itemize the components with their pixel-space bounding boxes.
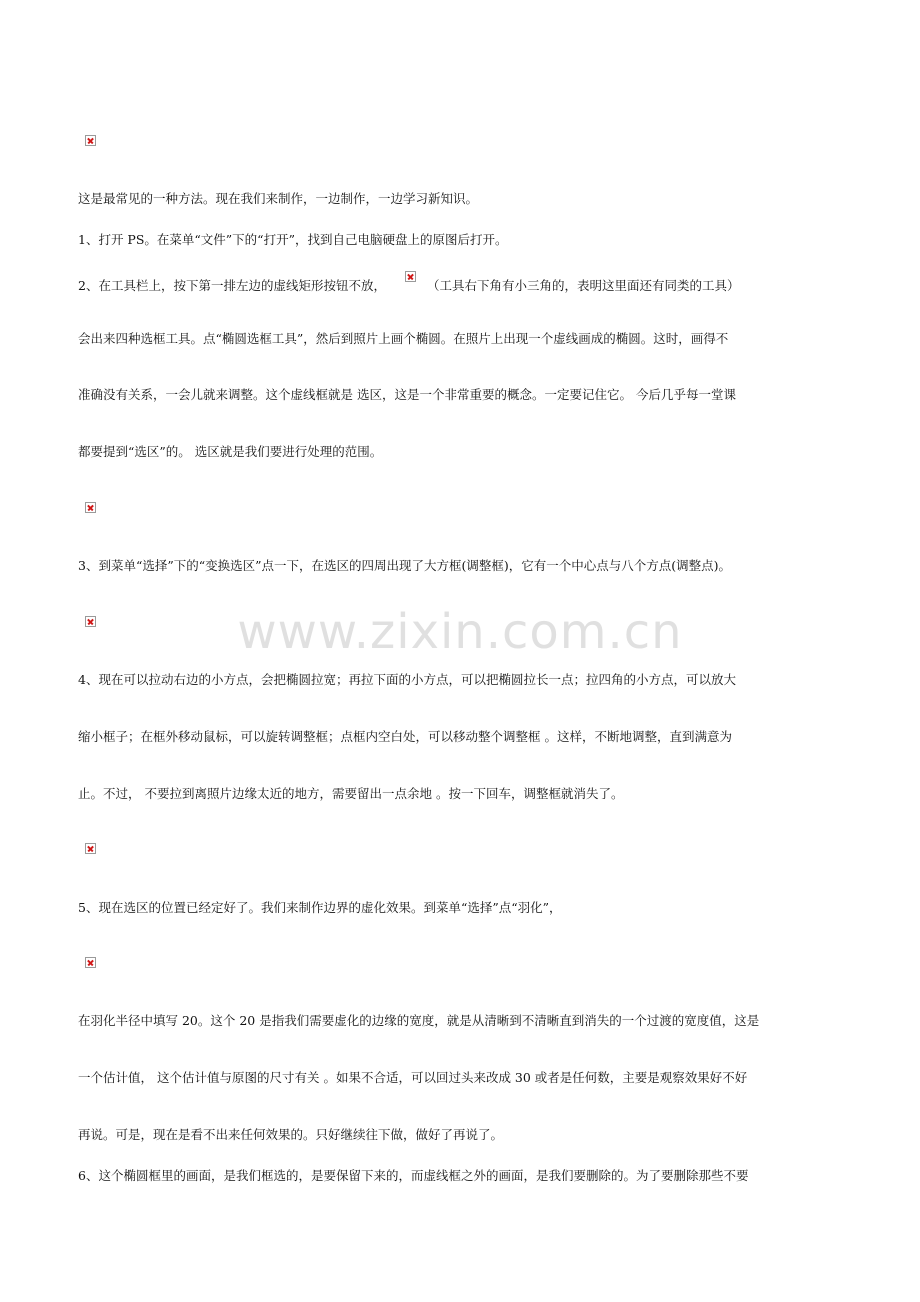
paragraph-line: 2、在工具栏上，按下第一排左边的虚线矩形按钮不放， — [78, 278, 386, 293]
paragraph-line: 6、这个椭圆框里的画面，是我们框选的，是要保留下来的，而虚线框之外的画面，是我们要删除的。为了要删除那些不要 — [78, 1168, 749, 1183]
paragraph-line: 4、现在可以拉动右边的小方点，会把椭圆拉宽；再拉下面的小方点，可以把椭圆拉长一点；拉四角的小方点，可以放大 — [78, 672, 736, 687]
paragraph-line: 都要提到“选区”的。 选区就是我们要进行处理的范围。 — [78, 444, 383, 459]
paragraph-line: 一个估计值， 这个估计值与原图的尺寸有关 。如果不合适，可以回过头来改成 30 或者是任何数，主要是观察效果好不好 — [78, 1070, 748, 1085]
paragraph-line: 3、到菜单“选择”下的“变换选区”点一下，在选区的四周出现了大方框(调整框)，它有一个中心点与八个方点(调整点)。 — [78, 558, 732, 573]
broken-image-icon — [85, 957, 96, 968]
broken-image-icon — [85, 502, 96, 513]
paragraph-line: 在羽化半径中填写 20。这个 20 是指我们需要虚化的边缘的宽度，就是从清晰到不清晰直到消失的一个过渡的宽度值，这是 — [78, 1013, 760, 1028]
paragraph-line: 5、现在选区的位置已经定好了。我们来制作边界的虚化效果。到菜单“选择”点“羽化”， — [78, 900, 562, 915]
paragraph-line: 止。不过， 不要拉到离照片边缘太近的地方，需要留出一点余地 。按一下回车，调整框就消失了。 — [78, 786, 624, 801]
paragraph-line: 准确没有关系，一会儿就来调整。这个虚线框就是 选区，这是一个非常重要的概念。一定要记住它。 今后几乎每一堂课 — [78, 387, 736, 402]
broken-image-icon — [85, 843, 96, 854]
paragraph-line: 会出来四种选框工具。点“椭圆选框工具”，然后到照片上画个椭圆。在照片上出现一个虚线画成的椭圆。这时，画得不 — [78, 331, 729, 346]
paragraph-line: （工具右下角有小三角的，表明这里面还有同类的工具） — [427, 278, 740, 293]
paragraph-line: 缩小框子；在框外移动鼠标，可以旋转调整框；点框内空白处，可以移动整个调整框 。这样，不断地调整，直到满意为 — [78, 729, 732, 744]
broken-image-icon — [405, 271, 416, 282]
broken-image-icon — [85, 135, 96, 146]
paragraph-line: 再说。可是，现在是看不出来任何效果的。只好继续往下做，做好了再说了。 — [78, 1127, 504, 1142]
paragraph-line: 1、打开 PS。在菜单“文件”下的“打开”，找到自己电脑硬盘上的原图后打开。 — [78, 232, 508, 247]
watermark: www.zixin.com.cn — [237, 604, 683, 660]
broken-image-icon — [85, 616, 96, 627]
paragraph-line: 这是最常见的一种方法。现在我们来制作，一边制作，一边学习新知识。 — [78, 191, 479, 206]
